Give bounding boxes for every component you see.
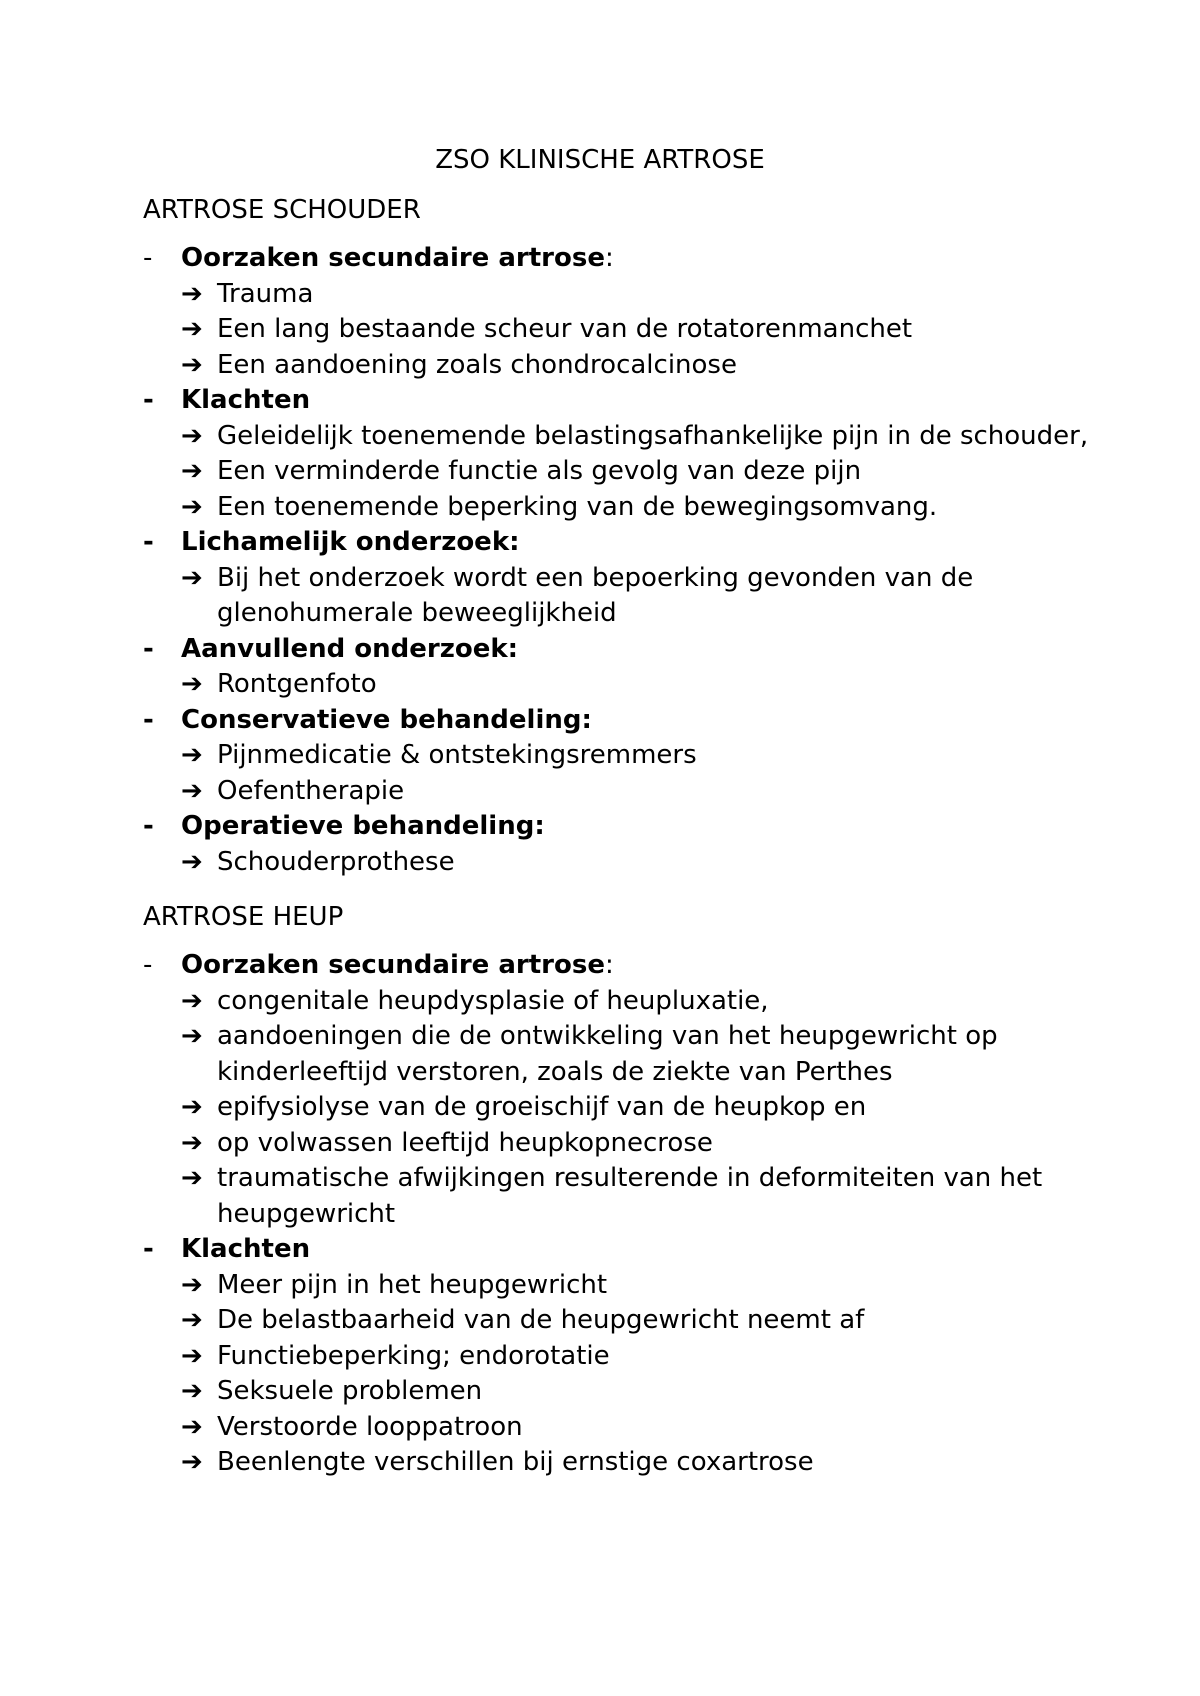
bullet-group-label: Klachten [181,385,311,415]
arrow-right-icon: ➔ [181,420,203,451]
dash-bullet: - [143,704,154,735]
arrow-right-icon: ➔ [181,1127,203,1158]
arrow-right-icon: ➔ [181,1305,203,1335]
list-item [143,1019,1117,1090]
list-item-text: Rontgenfoto [217,669,377,699]
list-item-text: Oefentherapie [217,775,405,806]
list-item-text: Een toenemende beperking van de bewegingsomvang. [217,491,938,522]
dash-bullet: - [143,385,154,415]
list-item [143,561,1117,632]
list-item-text: epifysiolyse van de groeischijf van de heupkop en [217,1092,867,1122]
list-item [143,774,1117,810]
bullet-group [143,525,1100,632]
dash-bullet: - [143,633,154,664]
document-body [143,193,1100,1481]
list-item-text: Geleidelijk toenemende belastingsafhankelijke pijn in de schouder, [217,420,1089,451]
section-heup [143,900,1100,1481]
bullet-group-heading [143,948,1100,984]
bullet-group-label: Operatieve behandeling: [181,811,545,841]
bullet-group-heading [143,1232,1100,1268]
list-item-text: Verstoorde looppatroon [217,1411,523,1442]
arrow-right-icon: ➔ [181,456,203,486]
list-item [143,984,1117,1020]
bullet-group-colon: : [604,243,614,273]
list-item-text: Een aandoening zoals chondrocalcinose [217,349,737,380]
arrow-right-icon: ➔ [181,1021,203,1051]
arrow-right-icon: ➔ [181,669,203,699]
list-item [143,1161,1117,1232]
document-title: ZSO KLINISCHE ARTROSE [435,145,765,175]
list-item-text: Beenlengte verschillen bij ernstige coxartrose [217,1447,814,1477]
section-schouder [143,193,1100,880]
list-item-text: Een lang bestaande scheur van de rotatorenmanchet [217,314,913,344]
bullet-group-label: Lichamelijk onderzoek: [181,527,520,557]
arrow-right-icon: ➔ [181,985,203,1016]
arrow-right-icon: ➔ [181,562,203,593]
dash-bullet: - [143,243,153,273]
bullet-group-label: Oorzaken secundaire artrose [181,950,605,980]
list-item-text: Functiebeperking; endorotatie [217,1340,610,1371]
bullet-group [143,241,1100,383]
bullet-group-label: Oorzaken secundaire artrose [181,243,605,273]
list-item [143,845,1117,881]
arrow-right-icon: ➔ [181,1269,203,1300]
dash-bullet: - [143,811,154,841]
list-item-text: Pijnmedicatie & ontstekingsremmers [217,740,697,770]
arrow-right-icon: ➔ [181,1092,203,1122]
list-item-text: traumatische afwijkingen resulterende in deformiteiten van het heupgewricht [217,1163,1043,1229]
arrow-right-icon: ➔ [181,349,203,380]
list-item [143,277,1117,313]
bullet-group-heading [143,632,1100,668]
arrow-right-icon: ➔ [181,314,203,344]
list-item-text: Trauma [217,278,314,309]
list-item [143,1090,1117,1126]
arrow-right-icon: ➔ [181,1163,203,1193]
list-item-text: Bij het onderzoek wordt een bepoerking gevonden van de glenohumerale beweeglijkheid [217,562,974,628]
bullet-group-label: Conservatieve behandeling: [181,704,592,735]
section-heading: ARTROSE HEUP [143,902,344,932]
arrow-right-icon: ➔ [181,1447,203,1477]
bullet-group [143,948,1100,1232]
section-heading: ARTROSE SCHOUDER [143,195,421,225]
list-item [143,312,1117,348]
bullet-group-colon: : [604,950,614,980]
bullet-group [143,1232,1100,1481]
list-item [143,1268,1117,1304]
dash-bullet: - [143,527,154,557]
list-item-text: De belastbaarheid van de heupgewricht neemt af [217,1305,865,1335]
list-item-text: aandoeningen die de ontwikkeling van het heupgewricht op kinderleeftijd verstoren, zoals de ziekte van Perthes [217,1021,998,1087]
arrow-right-icon: ➔ [181,278,203,309]
list-item-text: Schouderprothese [217,846,455,877]
list-item [143,1126,1117,1162]
bullet-group-heading [143,241,1100,277]
bullet-group-heading [143,525,1100,561]
list-item [143,490,1117,526]
list-item [143,1303,1117,1339]
arrow-right-icon: ➔ [181,491,203,522]
bullet-group [143,809,1100,880]
arrow-right-icon: ➔ [181,846,203,877]
bullet-group [143,703,1100,810]
arrow-right-icon: ➔ [181,1411,203,1442]
arrow-right-icon: ➔ [181,1376,203,1406]
bullet-group-label: Klachten [181,1234,311,1264]
bullet-group-heading [143,809,1100,845]
list-item [143,738,1117,774]
bullet-group [143,383,1100,525]
bullet-group-heading [143,383,1100,419]
list-item [143,348,1117,384]
bullet-group [143,632,1100,703]
list-item-text: op volwassen leeftijd heupkopnecrose [217,1127,713,1158]
list-item [143,1410,1117,1446]
dash-bullet: - [143,1234,154,1264]
list-item [143,419,1117,455]
list-item [143,1339,1117,1375]
bullet-group-heading [143,703,1100,739]
arrow-right-icon: ➔ [181,775,203,806]
bullet-group-label: Aanvullend onderzoek: [181,633,519,664]
list-item-text: congenitale heupdysplasie of heupluxatie, [217,985,769,1016]
arrow-right-icon: ➔ [181,740,203,770]
list-item [143,1445,1117,1481]
list-item [143,1374,1117,1410]
list-item-text: Meer pijn in het heupgewricht [217,1269,608,1300]
list-item [143,454,1117,490]
list-item [143,667,1117,703]
list-item-text: Een verminderde functie als gevolg van deze pijn [217,456,862,486]
list-item-text: Seksuele problemen [217,1376,483,1406]
dash-bullet: - [143,950,153,980]
arrow-right-icon: ➔ [181,1340,203,1371]
